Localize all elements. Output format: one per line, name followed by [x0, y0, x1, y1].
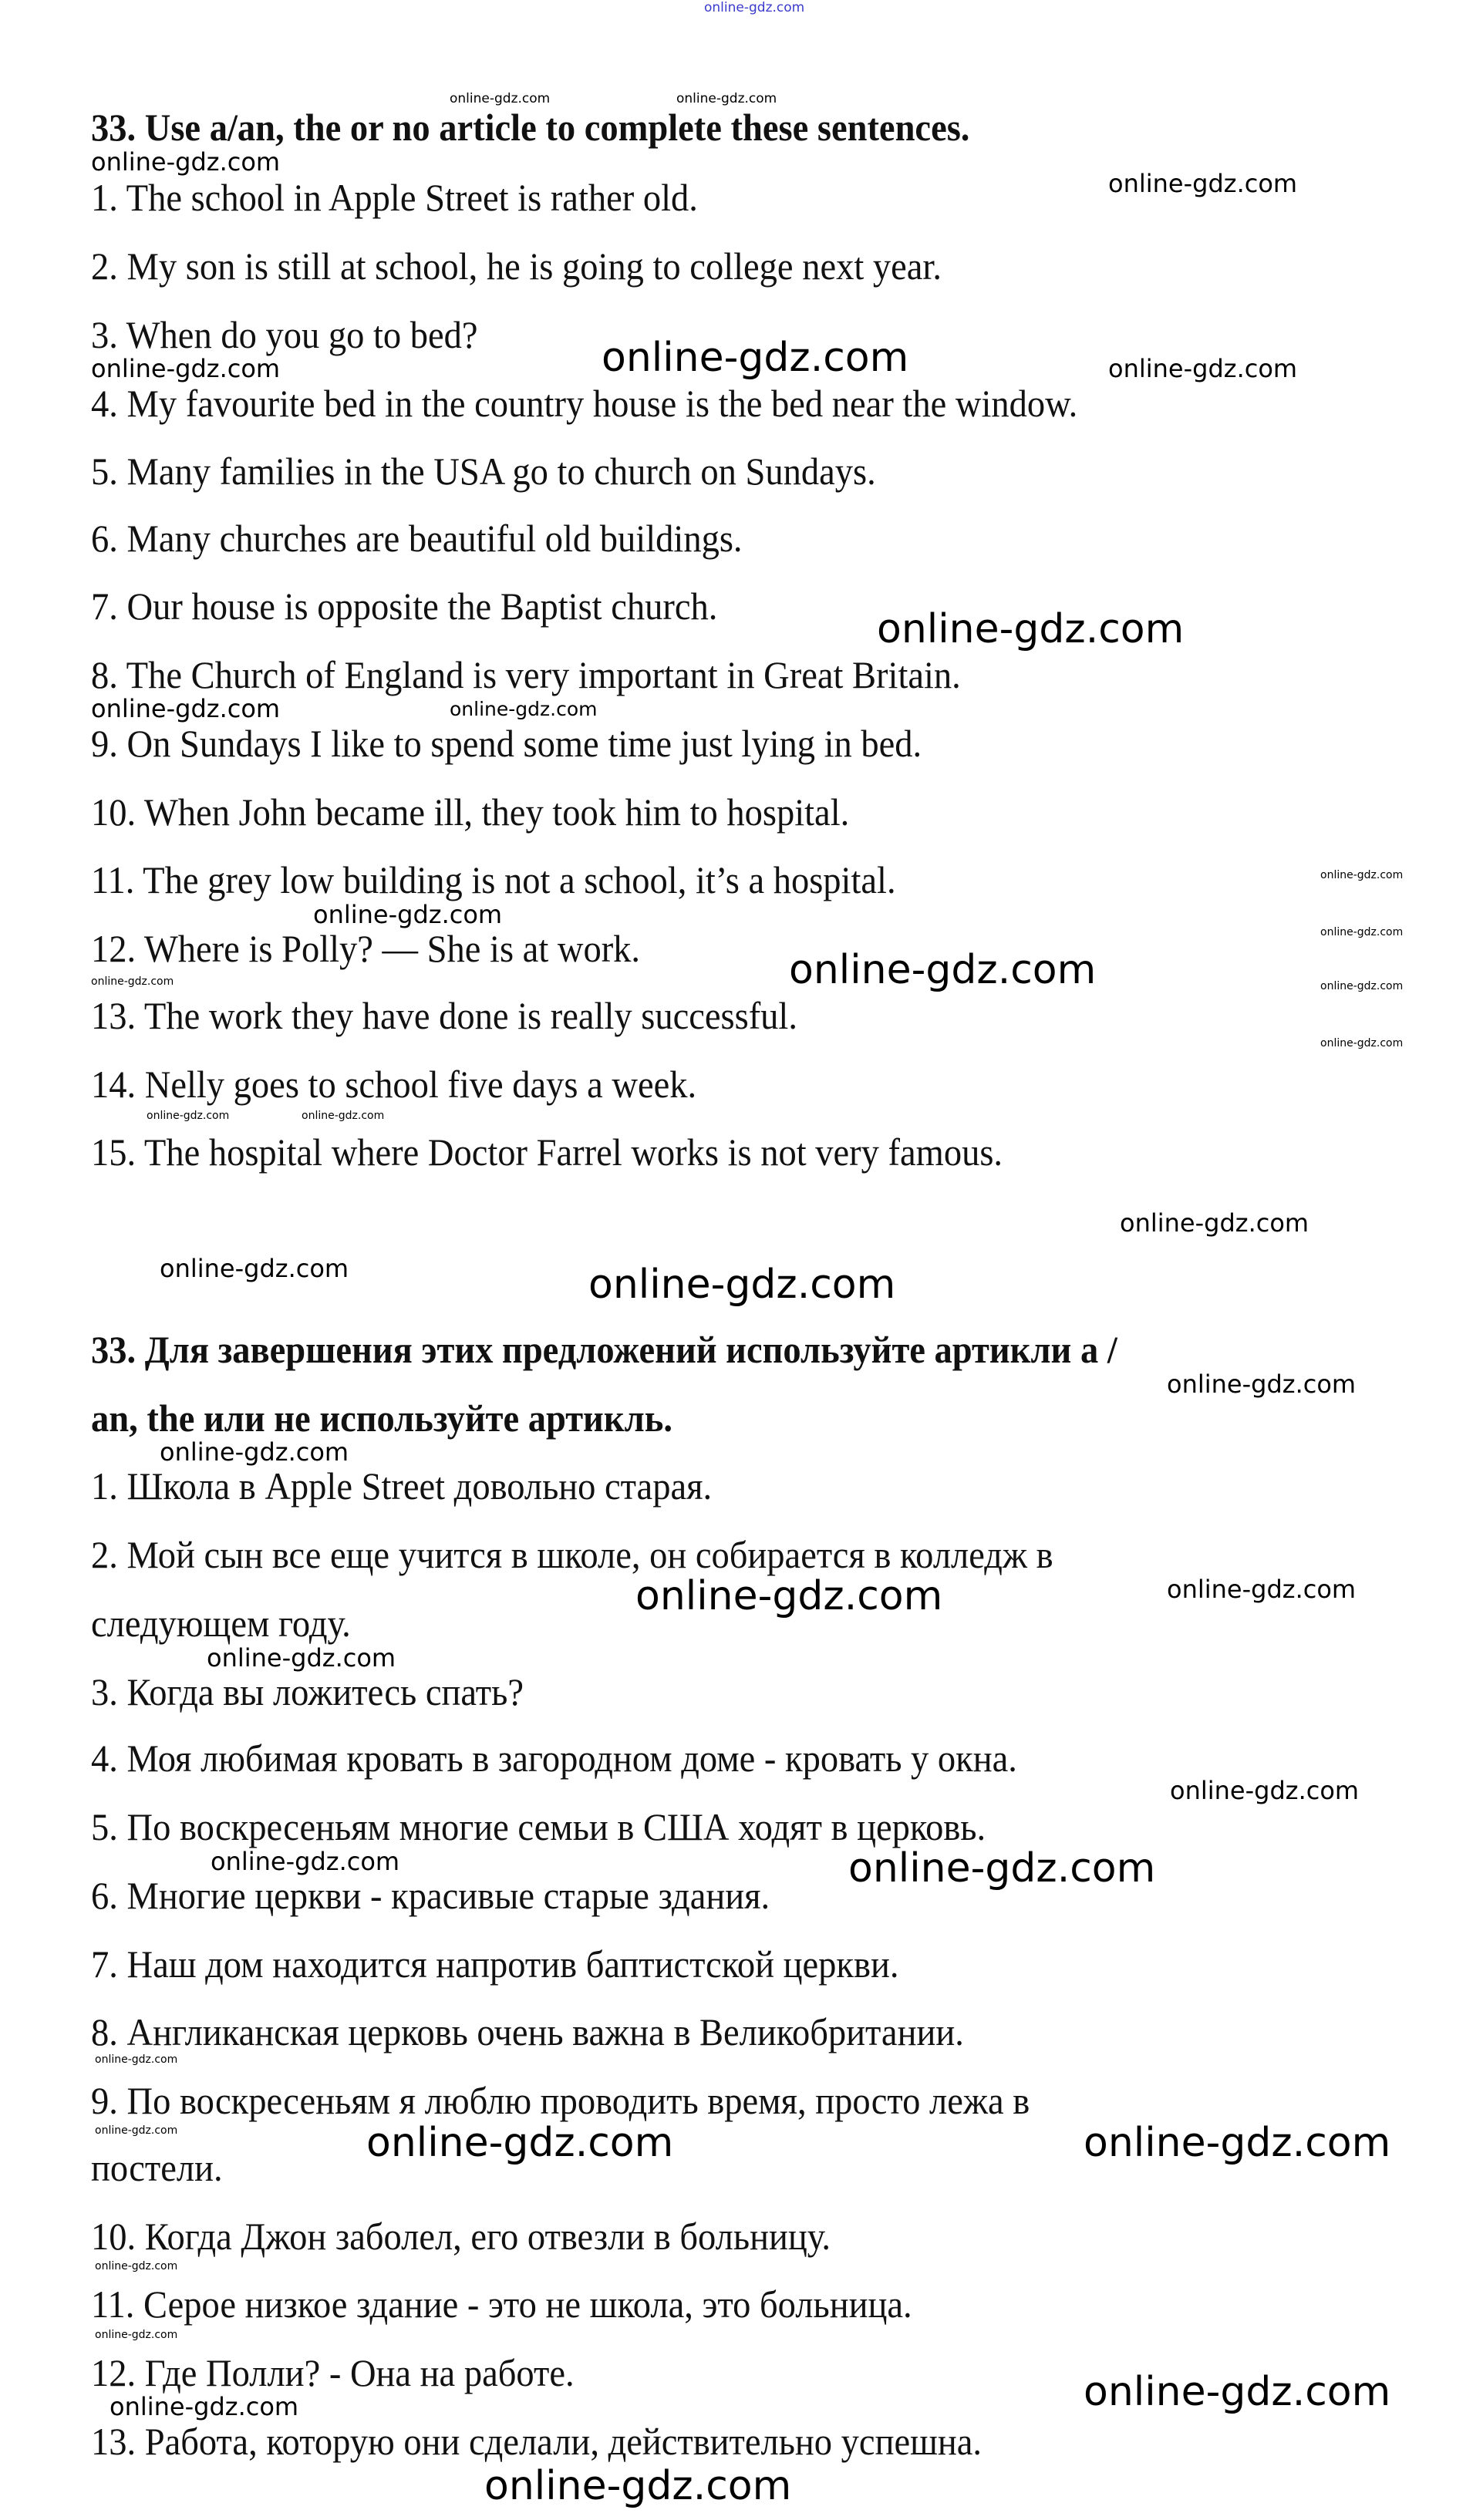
watermark: online-gdz.com [1320, 1037, 1404, 1049]
watermark-link[interactable]: online-gdz.com [704, 0, 805, 15]
sentence: 15. The hospital where Doctor Farrel works is not very famous. [91, 1130, 1003, 1174]
translation-line: 6. Многие церкви - красивые старые здания. [91, 1874, 770, 1917]
sentence: 4. My favourite bed in the country house is the bed near the window. [91, 382, 1078, 425]
watermark: online-gdz.com [450, 698, 598, 720]
sentence: 5. Many families in the USA go to church on Sundays. [91, 450, 876, 493]
sentence: 9. On Sundays I like to spend some time just lying in bed. [91, 722, 922, 765]
watermark: online-gdz.com [1084, 2120, 1391, 2166]
watermark: online-gdz.com [95, 2329, 178, 2341]
sentence: 6. Many churches are beautiful old buildings. [91, 517, 743, 560]
sentence: 14. Nelly goes to school five days a week. [91, 1063, 697, 1106]
watermark: online-gdz.com [211, 1847, 400, 1876]
watermark: online-gdz.com [1167, 1369, 1357, 1399]
watermark: online-gdz.com [1170, 1776, 1360, 1805]
watermark: online-gdz.com [789, 947, 1097, 993]
translation-line: 7. Наш дом находится напротив баптистской церкви. [91, 1942, 899, 1986]
watermark: online-gdz.com [588, 1262, 896, 1308]
watermark: online-gdz.com [91, 975, 174, 988]
watermark: online-gdz.com [110, 2392, 299, 2421]
translation-line: 10. Когда Джон заболел, его отвезли в больницу. [91, 2215, 831, 2258]
translation-line: 13. Работа, которую они сделали, действительно успешна. [91, 2420, 982, 2463]
watermark: online-gdz.com [848, 1845, 1156, 1892]
watermark: online-gdz.com [1320, 980, 1404, 992]
sentence: 7. Our house is opposite the Baptist church. [91, 585, 718, 628]
sentence: 12. Where is Polly? — She is at work. [91, 927, 641, 970]
sentence: 3. When do you go to bed? [91, 313, 478, 356]
watermark: online-gdz.com [95, 2053, 178, 2066]
translation-line: 11. Серое низкое здание - это не школа, это больница. [91, 2282, 912, 2326]
watermark: online-gdz.com [1320, 926, 1404, 938]
sentence: 2. My son is still at school, he is going to college next year. [91, 244, 942, 288]
watermark: online-gdz.com [207, 1643, 396, 1673]
watermark: online-gdz.com [602, 335, 909, 381]
watermark: online-gdz.com [877, 606, 1185, 652]
watermark: online-gdz.com [91, 147, 281, 177]
watermark: online-gdz.com [1108, 354, 1298, 383]
translation-line: 1. Школа в Apple Street довольно старая. [91, 1464, 713, 1508]
watermark: online-gdz.com [302, 1110, 385, 1122]
sentence: 8. The Church of England is very important in Great Britain. [91, 653, 961, 696]
watermark: online-gdz.com [1084, 2369, 1391, 2415]
translation-line: постели. [91, 2146, 223, 2189]
sentence: 1. The school in Apple Street is rather old. [91, 176, 698, 219]
translation-line: 4. Моя любимая кровать в загородном доме - кровать у окна. [91, 1737, 1017, 1780]
translation-line: 2. Мой сын все еще учится в школе, он собирается в колледж в [91, 1533, 1053, 1576]
watermark: online-gdz.com [676, 91, 777, 106]
translation-line: 8. Англиканская церковь очень важна в Великобритании. [91, 2010, 964, 2053]
watermark: online-gdz.com [95, 2260, 178, 2272]
translation-line: 12. Где Полли? - Она на работе. [91, 2351, 575, 2394]
watermark: online-gdz.com [450, 91, 551, 106]
translation-line: 9. По воскресеньям я люблю проводить время, просто лежа в [91, 2079, 1030, 2122]
watermark: online-gdz.com [1320, 869, 1404, 881]
sentence: 10. When John became ill, they took him to hospital. [91, 790, 850, 834]
translation-title: 33. Для завершения этих предложений используйте артикли a / [91, 1328, 1117, 1371]
watermark: online-gdz.com [147, 1110, 230, 1122]
watermark: online-gdz.com [313, 900, 503, 929]
sentence: 11. The grey low building is not a school, it’s a hospital. [91, 858, 896, 901]
translation-line: 3. Когда вы ложитесь спать? [91, 1670, 524, 1713]
translation-title: an, the или не используйте артикль. [91, 1396, 672, 1440]
watermark: online-gdz.com [160, 1254, 349, 1283]
translation-line: 5. По воскресеньям многие семьи в США ходят в церковь. [91, 1805, 986, 1848]
watermark: online-gdz.com [1120, 1208, 1309, 1238]
watermark: online-gdz.com [635, 1573, 943, 1619]
watermark: online-gdz.com [1108, 169, 1298, 198]
exercise-title: 33. Use a/an, the or no article to complete these sentences. [91, 106, 970, 149]
watermark: online-gdz.com [484, 2463, 792, 2509]
watermark: online-gdz.com [91, 354, 281, 383]
watermark: online-gdz.com [366, 2120, 674, 2166]
watermark: online-gdz.com [160, 1437, 349, 1467]
translation-line: следующем году. [91, 1602, 351, 1645]
watermark: online-gdz.com [91, 694, 281, 723]
sentence: 13. The work they have done is really successful. [91, 994, 797, 1037]
watermark: online-gdz.com [95, 2124, 178, 2137]
watermark: online-gdz.com [1167, 1575, 1357, 1604]
